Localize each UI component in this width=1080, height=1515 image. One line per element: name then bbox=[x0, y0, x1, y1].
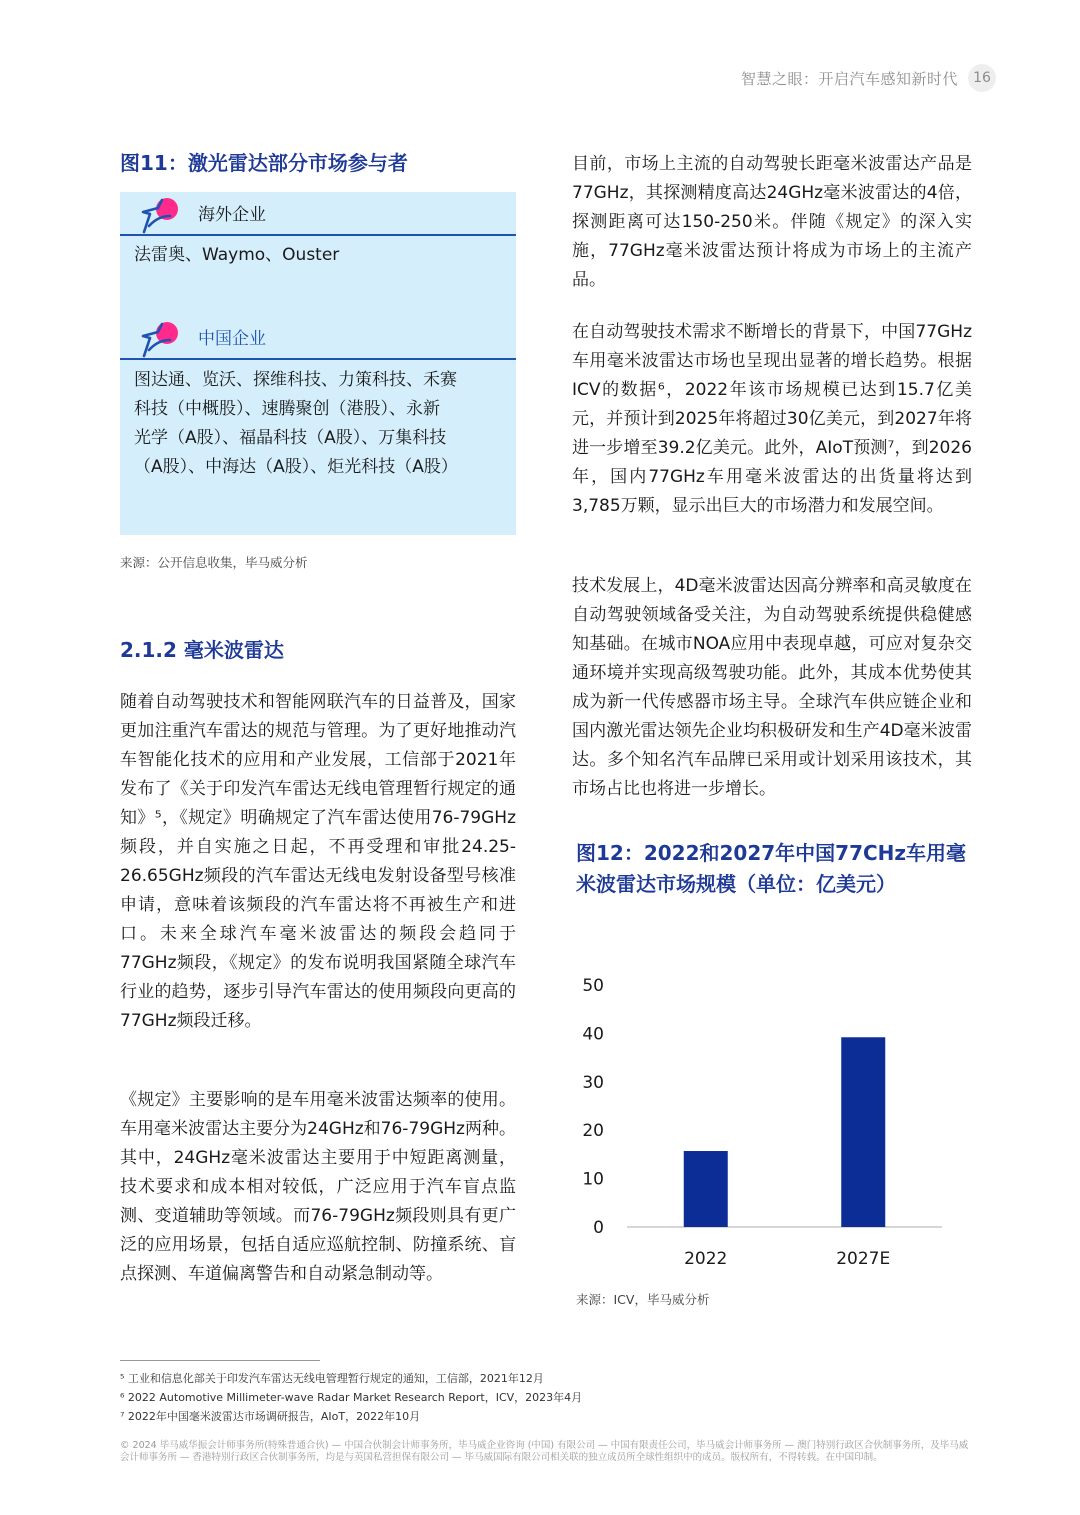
page-number: 16 bbox=[968, 64, 996, 92]
star-swoosh-icon bbox=[140, 320, 180, 360]
china-companies-line: 光学（A股）、福晶科技（A股）、万集科技 bbox=[134, 428, 447, 448]
figure12-title-line: 米波雷达市场规模（单位：亿美元） bbox=[576, 872, 896, 896]
body-paragraph: 随着自动驾驶技术和智能网联汽车的日益普及，国家更加注重汽车雷达的规范与管理。为了更好地推动汽车智能化技术的应用和产业发展，工信部于2021年发布了《关于印发汽车雷达无线电管理暂行规定的通知》⁵，《规定》明确规定了汽车雷达使用76-79GHz频段，并自实施之日起，不再受理和审批24.25-26.65GHz频段的汽车雷达无线电发射设备型号核准申请，意味着该频段的汽车雷达将不再被生产和进口。未来全球汽车毫米波雷达的频段会趋同于77GHz频段，《规定》的发布说明我国紧随全球汽车行业的趋势，逐步引导汽车雷达的使用频段向更高的77GHz频段迁移。 bbox=[120, 692, 516, 1031]
china-companies-line: （A股）、中海达（A股）、炬光科技（A股） bbox=[134, 457, 458, 477]
header-title: 智慧之眼：开启汽车感知新时代 bbox=[740, 69, 958, 88]
y-tick-label: 40 bbox=[582, 1024, 604, 1045]
y-tick-label: 10 bbox=[582, 1169, 604, 1190]
y-tick-label: 20 bbox=[582, 1121, 604, 1142]
bar bbox=[841, 1037, 885, 1227]
section-heading: 2.1.2 毫米波雷达 bbox=[120, 638, 284, 662]
footnote-divider bbox=[120, 1360, 320, 1361]
body-paragraph: 在自动驾驶技术需求不断增长的背景下，中国77GHz车用毫米波雷达市场也呈现出显著的增长趋势。根据ICV的数据⁶，2022年该市场规模已达到15.7亿美元，并预计到2025年将超过30亿美元，到2027年将进一步增至39.2亿美元。此外，AIoT预测⁷，到2026年，国内77GHz车用毫米波雷达的出货量将达到3,785万颗，显示出巨大的市场潜力和发展空间。 bbox=[572, 322, 972, 516]
x-tick-label: 2022 bbox=[684, 1249, 728, 1269]
page-header bbox=[741, 64, 996, 92]
y-tick-label: 0 bbox=[593, 1218, 604, 1238]
body-paragraph: 技术发展上，4D毫米波雷达因高分辨率和高灵敏度在自动驾驶领域备受关注，为自动驾驶系统提供稳健感知基础。在城市NOA应用中表现卓越，可应对复杂交通环境并实现高级驾驶功能。此外，其成本优势使其成为新一代传感器市场主导。全球汽车供应链企业和国内激光雷达领先企业均积极研发和生产4D毫米波雷达。多个知名汽车品牌已采用或计划采用该技术，其市场占比也将进一步增长。 bbox=[572, 576, 972, 799]
bar bbox=[684, 1151, 728, 1227]
figure12-source: 来源：ICV，毕马威分析 bbox=[576, 1292, 710, 1307]
china-header bbox=[120, 316, 516, 360]
china-companies-line: 图达通、览沃、探维科技、力策科技、禾赛 bbox=[134, 370, 457, 390]
china-companies-line: 科技（中概股）、速腾聚创（港股）、永新 bbox=[134, 399, 440, 419]
figure12-title-line: 图12：2022和2027年中国77CHz车用毫 bbox=[576, 841, 967, 865]
footnote: ⁶ 2022 Automotive Millimeter-wave Radar Market Research Report，ICV，2023年4月 bbox=[120, 1391, 583, 1404]
figure11-title: 图11：激光雷达部分市场参与者 bbox=[120, 151, 408, 175]
footnote: ⁵ 工业和信息化部关于印发汽车雷达无线电管理暂行规定的通知，工信部，2021年12月 bbox=[120, 1372, 544, 1385]
body-paragraph: 目前，市场上主流的自动驾驶长距毫米波雷达产品是77GHz，其探测精度高达24GHz毫米波雷达的4倍，探测距离可达150-250米。伴随《规定》的深入实施，77GHz毫米波雷达预计将成为市场上的主流产品。 bbox=[572, 154, 972, 290]
body-paragraph: 《规定》主要影响的是车用毫米波雷达频率的使用。车用毫米波雷达主要分为24GHz和76-79GHz两种。其中，24GHz毫米波雷达主要用于中短距离测量，技术要求和成本相对较低，广泛应用于汽车盲点监测、变道辅助等领域。而76-79GHz频段则具有更广泛的应用场景，包括自适应巡航控制、防撞系统、盲点探测、车道偏离警告和自动紧急制动等。 bbox=[120, 1090, 516, 1284]
footnote: ⁷ 2022年中国毫米波雷达市场调研报告，AIoT，2022年10月 bbox=[120, 1410, 421, 1423]
participants-box bbox=[120, 192, 516, 535]
overseas-header bbox=[120, 192, 516, 236]
overseas-companies: 法雷奥、Waymo、Ouster bbox=[134, 245, 340, 265]
overseas-label: 海外企业 bbox=[198, 205, 266, 225]
figure12-title bbox=[576, 838, 966, 900]
china-companies bbox=[120, 360, 516, 482]
china-label: 中国企业 bbox=[198, 329, 266, 349]
legal-notice: © 2024 毕马威华振会计师事务所(特殊普通合伙) — 中国合伙制会计师事务所，毕马威企业咨询 (中国) 有限公司 — 中国有限责任公司，毕马威会计师事务所 — 澳门特别行政区合伙制事务所，及毕马威会计师事务所 — 香港特别行政区合伙制事务所，均是与英国私营担保有限公司 — 毕马威国际有限公司相关联的独立成员所全球性组织中的成员。版权所有，不得转载。在中国印制。 bbox=[120, 1440, 969, 1463]
figure11-source: 来源：公开信息收集，毕马威分析 bbox=[120, 555, 308, 570]
overseas-section bbox=[120, 192, 516, 270]
star-swoosh-icon bbox=[140, 196, 180, 236]
y-tick-label: 30 bbox=[582, 1072, 604, 1093]
footnotes bbox=[120, 1360, 980, 1426]
market-size-bar-chart bbox=[572, 960, 972, 1280]
y-tick-label: 50 bbox=[582, 976, 604, 996]
x-tick-label: 2027E bbox=[836, 1249, 891, 1269]
china-section bbox=[120, 316, 516, 482]
